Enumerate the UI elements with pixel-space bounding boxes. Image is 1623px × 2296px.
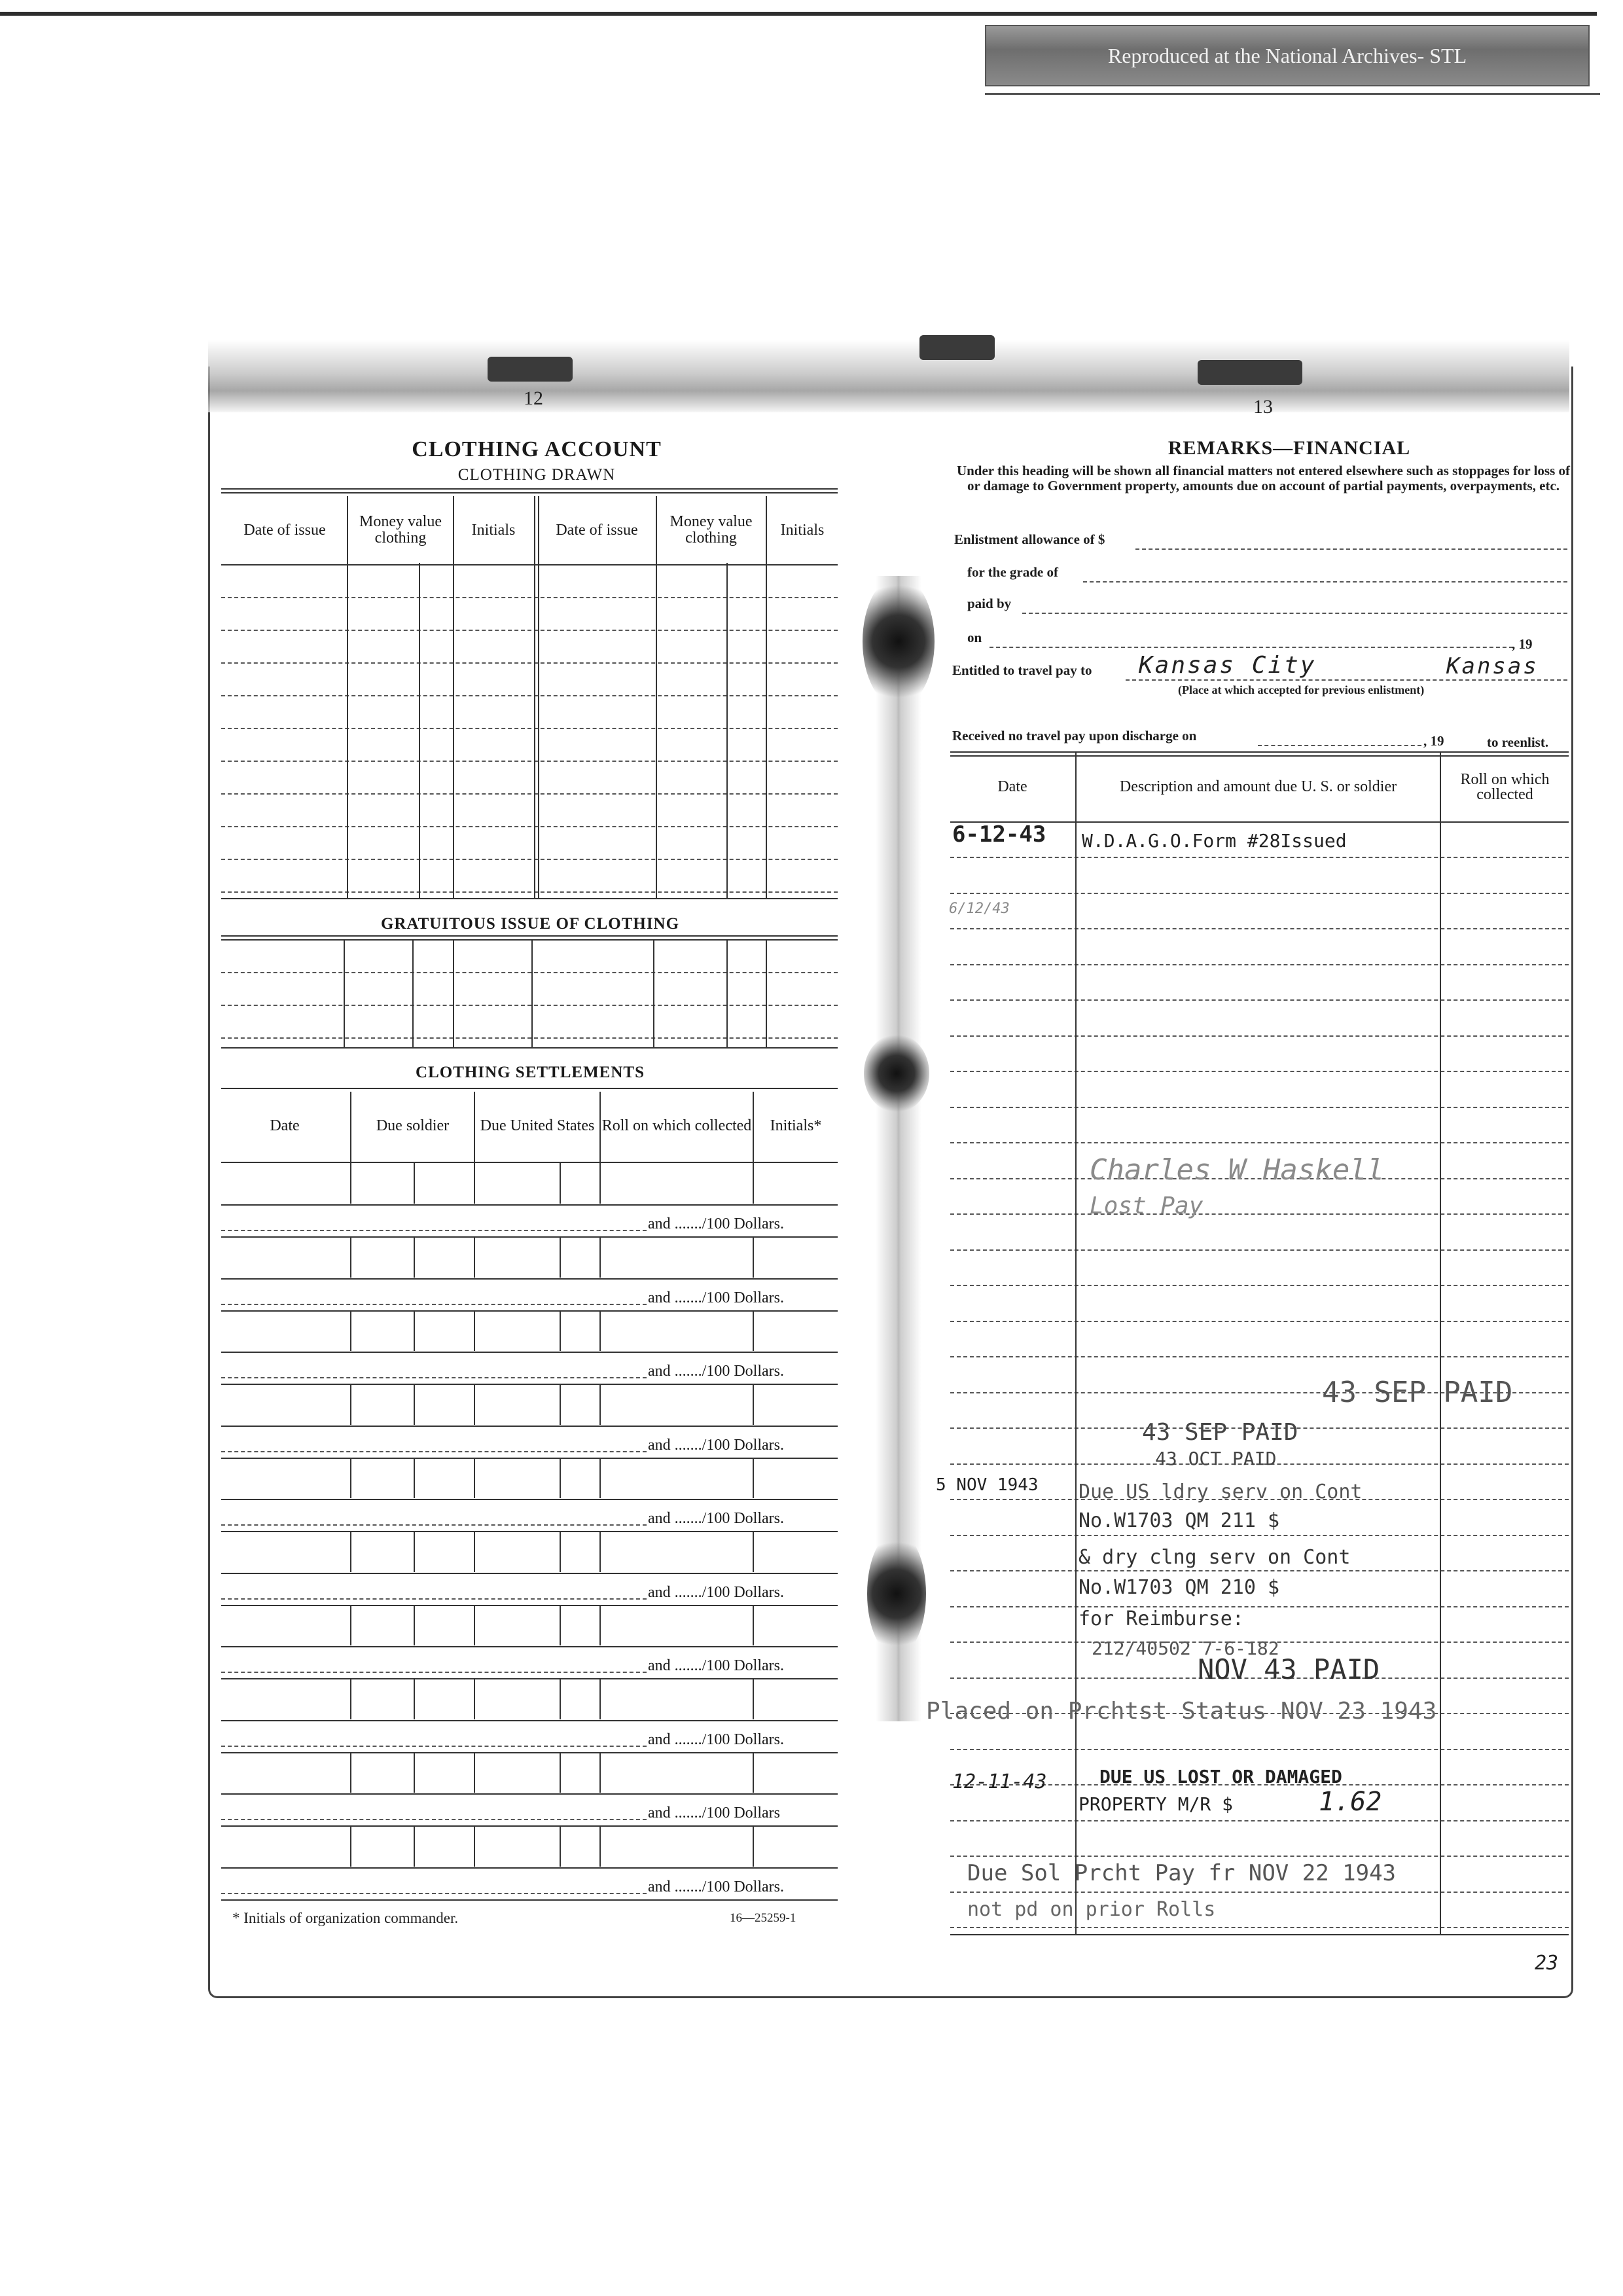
enlistment-allowance-label: Enlistment allowance of $ bbox=[954, 531, 1105, 547]
col-line bbox=[599, 1532, 601, 1572]
dollars-suffix: and ......./100 Dollars. bbox=[648, 1289, 784, 1306]
row-line bbox=[950, 1249, 1569, 1251]
row-line bbox=[221, 1825, 838, 1827]
col-line bbox=[474, 1826, 475, 1867]
paid-stamp-oct: 43 OCT PAID bbox=[1155, 1448, 1277, 1469]
col-line bbox=[474, 1605, 475, 1645]
col-line bbox=[350, 1163, 351, 1204]
row-line bbox=[221, 826, 838, 827]
page-number-left: 12 bbox=[524, 387, 543, 409]
col-line bbox=[560, 1752, 561, 1793]
col-line bbox=[350, 1458, 351, 1498]
entry-laundry-1: Due US ldry serv on Cont bbox=[1079, 1480, 1363, 1503]
row-line bbox=[221, 662, 838, 664]
rule bbox=[221, 1162, 838, 1163]
amount-line bbox=[221, 1819, 647, 1820]
dollars-suffix: and ......./100 Dollars. bbox=[648, 1878, 784, 1895]
rule bbox=[221, 564, 838, 565]
staple-hole-mark bbox=[867, 1532, 926, 1656]
col-line bbox=[350, 1532, 351, 1572]
amount-line bbox=[221, 1672, 647, 1673]
col-line bbox=[599, 1826, 601, 1867]
col-line bbox=[350, 1605, 351, 1645]
no-travel-end: to reenlist. bbox=[1487, 734, 1549, 750]
year-suffix: , 19 bbox=[1512, 636, 1533, 652]
row-line bbox=[221, 1752, 838, 1753]
amount-line bbox=[221, 1230, 647, 1231]
col-line bbox=[753, 1605, 754, 1645]
dollars-suffix: and ......./100 Dollars. bbox=[648, 1657, 784, 1674]
entry-lost-amount: 1.62 bbox=[1319, 1787, 1382, 1817]
col-line bbox=[753, 1826, 754, 1867]
col-line bbox=[414, 1237, 415, 1278]
col-line bbox=[560, 1679, 561, 1719]
row-line bbox=[221, 1531, 838, 1532]
col-line bbox=[753, 1237, 754, 1278]
fill-line bbox=[990, 647, 1513, 648]
paid-stamp-nov: NOV 43 PAID bbox=[1198, 1653, 1380, 1685]
col-line bbox=[560, 1458, 561, 1498]
row-line bbox=[221, 728, 838, 729]
entry-laundry-4: No.W1703 QM 210 $ bbox=[1079, 1576, 1280, 1599]
row-line bbox=[221, 1384, 838, 1385]
col-due-soldier: Due soldier bbox=[376, 1117, 450, 1134]
col-line bbox=[538, 496, 539, 898]
col-date-of-issue-2: Date of issue bbox=[556, 521, 638, 539]
scan-rule bbox=[985, 93, 1600, 95]
col-line bbox=[753, 1679, 754, 1719]
col-date-of-issue: Date of issue bbox=[243, 521, 326, 539]
form-number: 16—25259-1 bbox=[730, 1911, 796, 1925]
row-line bbox=[221, 1867, 838, 1869]
footnote: * Initials of organization commander. bbox=[232, 1910, 459, 1926]
col-line bbox=[766, 939, 767, 1047]
col-line bbox=[414, 1532, 415, 1572]
col-remarks-date: Date bbox=[997, 778, 1027, 795]
grade-label: for the grade of bbox=[967, 564, 1058, 580]
col-money-value: Money value clothing bbox=[359, 513, 442, 547]
col-line bbox=[474, 1310, 475, 1351]
col-line bbox=[560, 1605, 561, 1645]
col-settle-date: Date bbox=[270, 1117, 300, 1134]
travel-pay-label: Entitled to travel pay to bbox=[952, 662, 1092, 678]
col-line bbox=[412, 939, 414, 1047]
col-line bbox=[453, 939, 454, 1047]
col-line bbox=[599, 1237, 601, 1278]
col-line bbox=[599, 1163, 601, 1204]
entry-faint-date: 6/12/43 bbox=[949, 901, 1010, 917]
row-line bbox=[950, 928, 1569, 929]
row-line bbox=[221, 1037, 838, 1039]
col-line bbox=[560, 1237, 561, 1278]
rule bbox=[221, 488, 838, 493]
col-line bbox=[414, 1163, 415, 1204]
row-line bbox=[950, 1606, 1569, 1607]
row-line bbox=[221, 597, 838, 598]
entry-not-paid: not pd on prior Rolls bbox=[967, 1898, 1216, 1921]
col-line bbox=[347, 496, 348, 898]
on-label: on bbox=[967, 630, 982, 645]
staple-hole-mark bbox=[864, 1034, 929, 1113]
rule bbox=[221, 1047, 838, 1049]
col-line bbox=[599, 1605, 601, 1645]
sub-col-line bbox=[726, 563, 728, 898]
fill-line bbox=[1083, 581, 1567, 583]
col-line bbox=[414, 1605, 415, 1645]
paid-stamp-sep-2: 43 SEP PAID bbox=[1142, 1419, 1298, 1446]
row-line bbox=[950, 1213, 1569, 1215]
row-line bbox=[221, 695, 838, 696]
col-line bbox=[474, 1092, 475, 1162]
row-line bbox=[221, 1605, 838, 1606]
col-line bbox=[753, 1310, 754, 1351]
rule bbox=[221, 935, 838, 941]
corner-page-number: 23 bbox=[1535, 1952, 1559, 1975]
col-line bbox=[350, 1310, 351, 1351]
scan-top-edge bbox=[0, 12, 1597, 16]
entry-laundry-2: No.W1703 QM 211 $ bbox=[1079, 1509, 1280, 1532]
col-line bbox=[414, 1458, 415, 1498]
col-line bbox=[560, 1826, 561, 1867]
col-line bbox=[599, 1752, 601, 1793]
entry-lost-pay: Lost Pay bbox=[1090, 1193, 1204, 1219]
amount-line bbox=[221, 1377, 647, 1378]
row-line bbox=[221, 1236, 838, 1238]
travel-state-handwritten: Kansas bbox=[1446, 653, 1539, 679]
dollars-suffix: and ......./100 Dollars. bbox=[648, 1583, 784, 1601]
col-line bbox=[453, 496, 454, 898]
paid-by-label: paid by bbox=[967, 596, 1012, 611]
burn-mark bbox=[488, 357, 573, 382]
staple-hole-mark bbox=[863, 576, 935, 707]
col-line bbox=[531, 939, 533, 1047]
col-line bbox=[474, 1163, 475, 1204]
col-line bbox=[350, 1826, 351, 1867]
col-line bbox=[350, 1752, 351, 1793]
fill-line bbox=[1022, 613, 1567, 614]
amount-line bbox=[221, 1598, 647, 1600]
row-line bbox=[221, 1646, 838, 1647]
col-money-value-2: Money value clothing bbox=[669, 513, 753, 547]
fill-line bbox=[1126, 679, 1567, 681]
col-line bbox=[726, 939, 728, 1047]
archive-stamp: Reproduced at the National Archives- STL bbox=[985, 25, 1590, 86]
col-line bbox=[753, 1092, 754, 1162]
travel-city-handwritten: Kansas City bbox=[1139, 652, 1317, 679]
amount-line bbox=[221, 1524, 647, 1526]
col-line bbox=[474, 1752, 475, 1793]
entry-lost-property-1: DUE US LOST OR DAMAGED bbox=[1099, 1766, 1342, 1787]
entry-date-1211: 12-11-43 bbox=[952, 1770, 1047, 1793]
col-settle-initials: Initials* bbox=[770, 1117, 822, 1134]
no-travel-label: Received no travel pay upon discharge on bbox=[952, 728, 1197, 744]
row-line bbox=[950, 1892, 1569, 1893]
rule bbox=[950, 751, 1569, 757]
row-line bbox=[950, 1820, 1569, 1821]
col-line bbox=[414, 1679, 415, 1719]
row-line bbox=[950, 1749, 1569, 1750]
col-line bbox=[414, 1826, 415, 1867]
row-line bbox=[221, 1310, 838, 1312]
col-line bbox=[474, 1384, 475, 1425]
col-line bbox=[599, 1310, 601, 1351]
col-line bbox=[350, 1237, 351, 1278]
col-line bbox=[414, 1384, 415, 1425]
entry-laundry-6: 212/40502 7-6-182 bbox=[1092, 1638, 1279, 1659]
clothing-account-title: CLOTHING ACCOUNT bbox=[412, 437, 662, 461]
col-line bbox=[350, 1384, 351, 1425]
col-line bbox=[599, 1384, 601, 1425]
col-line bbox=[599, 1092, 601, 1162]
col-line bbox=[753, 1532, 754, 1572]
entry-date: 6-12-43 bbox=[952, 821, 1046, 848]
burned-top-edge bbox=[208, 340, 1569, 412]
col-line bbox=[534, 496, 535, 898]
col-line bbox=[1075, 751, 1077, 1934]
col-line bbox=[753, 1752, 754, 1793]
burn-mark bbox=[919, 335, 995, 360]
row-line bbox=[221, 793, 838, 795]
col-initials-2: Initials bbox=[780, 521, 825, 539]
gratuitous-title: GRATUITOUS ISSUE OF CLOTHING bbox=[380, 915, 680, 933]
row-line bbox=[950, 1142, 1569, 1143]
col-line bbox=[753, 1163, 754, 1204]
row-line bbox=[950, 1535, 1569, 1536]
row-line bbox=[950, 1107, 1569, 1108]
row-line bbox=[221, 1426, 838, 1427]
col-remarks-desc: Description and amount due U. S. or soldier bbox=[1119, 778, 1397, 795]
row-line bbox=[221, 1005, 838, 1006]
row-line bbox=[221, 761, 838, 762]
col-line bbox=[1440, 751, 1441, 1934]
burn-mark bbox=[1198, 360, 1302, 385]
rule bbox=[221, 1088, 838, 1089]
row-line bbox=[221, 1720, 838, 1721]
col-line bbox=[350, 1092, 351, 1162]
dollars-suffix: and ......./100 Dollars. bbox=[648, 1436, 784, 1454]
col-line bbox=[474, 1458, 475, 1498]
row-line bbox=[221, 891, 838, 893]
row-line bbox=[221, 1793, 838, 1795]
row-line bbox=[221, 1278, 838, 1280]
col-line bbox=[753, 1458, 754, 1498]
row-line bbox=[221, 859, 838, 860]
col-line bbox=[474, 1532, 475, 1572]
row-line bbox=[950, 893, 1569, 894]
row-line bbox=[950, 1570, 1569, 1571]
col-line bbox=[560, 1310, 561, 1351]
col-remarks-roll: Roll on which collected bbox=[1460, 770, 1550, 803]
row-line bbox=[950, 1321, 1569, 1322]
row-line bbox=[221, 1352, 838, 1353]
row-line bbox=[221, 1899, 838, 1901]
entry-signature: Charles W Haskell bbox=[1090, 1153, 1385, 1187]
entry-laundry-3: & dry clng serv on Cont bbox=[1079, 1546, 1351, 1569]
entry-lost-property-2: PROPERTY M/R $ bbox=[1079, 1793, 1234, 1815]
sub-col-line bbox=[419, 563, 420, 898]
col-line bbox=[599, 1458, 601, 1498]
col-line bbox=[560, 1384, 561, 1425]
fill-line bbox=[1135, 548, 1567, 550]
fill-line bbox=[1258, 745, 1421, 746]
col-line bbox=[753, 1384, 754, 1425]
nov-date: 5 NOV 1943 bbox=[936, 1475, 1039, 1495]
dollars-suffix: and ......./100 Dollars. bbox=[648, 1215, 784, 1232]
row-line bbox=[221, 630, 838, 631]
row-line bbox=[221, 1204, 838, 1206]
row-line bbox=[950, 1356, 1569, 1357]
rule bbox=[950, 1934, 1569, 1935]
travel-note: (Place at which accepted for previous enlistment) bbox=[1178, 683, 1425, 696]
col-due-us: Due United States bbox=[480, 1117, 595, 1134]
entry-due-sol-pay: Due Sol Prcht Pay fr NOV 22 1943 bbox=[967, 1860, 1397, 1886]
settlements-title: CLOTHING SETTLEMENTS bbox=[416, 1064, 645, 1081]
col-line bbox=[656, 496, 657, 898]
col-line bbox=[344, 939, 345, 1047]
amount-line bbox=[221, 1451, 647, 1452]
col-line bbox=[560, 1163, 561, 1204]
paid-stamp-sep: 43 SEP PAID bbox=[1322, 1376, 1513, 1409]
col-line bbox=[414, 1752, 415, 1793]
row-line bbox=[950, 1856, 1569, 1857]
amount-line bbox=[221, 1304, 647, 1305]
row-line bbox=[221, 1499, 838, 1500]
row-line bbox=[221, 1678, 838, 1679]
row-line bbox=[950, 857, 1569, 858]
page-number-right: 13 bbox=[1253, 396, 1273, 418]
row-line bbox=[221, 972, 838, 973]
dollars-suffix: and ......./100 Dollars. bbox=[648, 1510, 784, 1527]
amount-line bbox=[221, 1893, 647, 1894]
dollars-suffix: and ......./100 Dollars. bbox=[648, 1363, 784, 1380]
rule bbox=[221, 898, 838, 899]
col-line bbox=[350, 1679, 351, 1719]
entry-desc: W.D.A.G.O.Form #28Issued bbox=[1082, 830, 1347, 852]
col-line bbox=[414, 1310, 415, 1351]
amount-line bbox=[221, 1746, 647, 1747]
row-line bbox=[221, 1573, 838, 1574]
row-line bbox=[950, 1927, 1569, 1928]
entry-placed-status: Placed on Prchtst Status NOV 23 1943 bbox=[926, 1698, 1437, 1725]
row-line bbox=[950, 1071, 1569, 1072]
clothing-drawn-subtitle: CLOTHING DRAWN bbox=[457, 466, 616, 484]
col-line bbox=[599, 1679, 601, 1719]
dollars-suffix: and ......./100 Dollars bbox=[648, 1804, 780, 1821]
row-line bbox=[950, 1035, 1569, 1037]
col-line bbox=[653, 939, 654, 1047]
col-line bbox=[474, 1237, 475, 1278]
col-roll-collected: Roll on which collected bbox=[601, 1117, 752, 1134]
col-line bbox=[474, 1679, 475, 1719]
entry-laundry-5: for Reimburse: bbox=[1079, 1607, 1244, 1630]
row-line bbox=[950, 999, 1569, 1001]
row-line bbox=[950, 1285, 1569, 1286]
row-line bbox=[950, 964, 1569, 965]
remarks-financial-title: REMARKS—FINANCIAL bbox=[1168, 437, 1411, 459]
col-line bbox=[560, 1532, 561, 1572]
row-line bbox=[221, 1458, 838, 1459]
no-travel-year: , 19 bbox=[1423, 733, 1444, 749]
col-line bbox=[766, 496, 767, 898]
remarks-intro: Under this heading will be shown all financial matters not entered elsewhere such as stoppages for loss of or damage to Government property, amounts due on account of partial payments, overpayments, etc. bbox=[956, 463, 1571, 493]
dollars-suffix: and ......./100 Dollars. bbox=[648, 1731, 784, 1748]
col-initials: Initials bbox=[471, 521, 516, 539]
